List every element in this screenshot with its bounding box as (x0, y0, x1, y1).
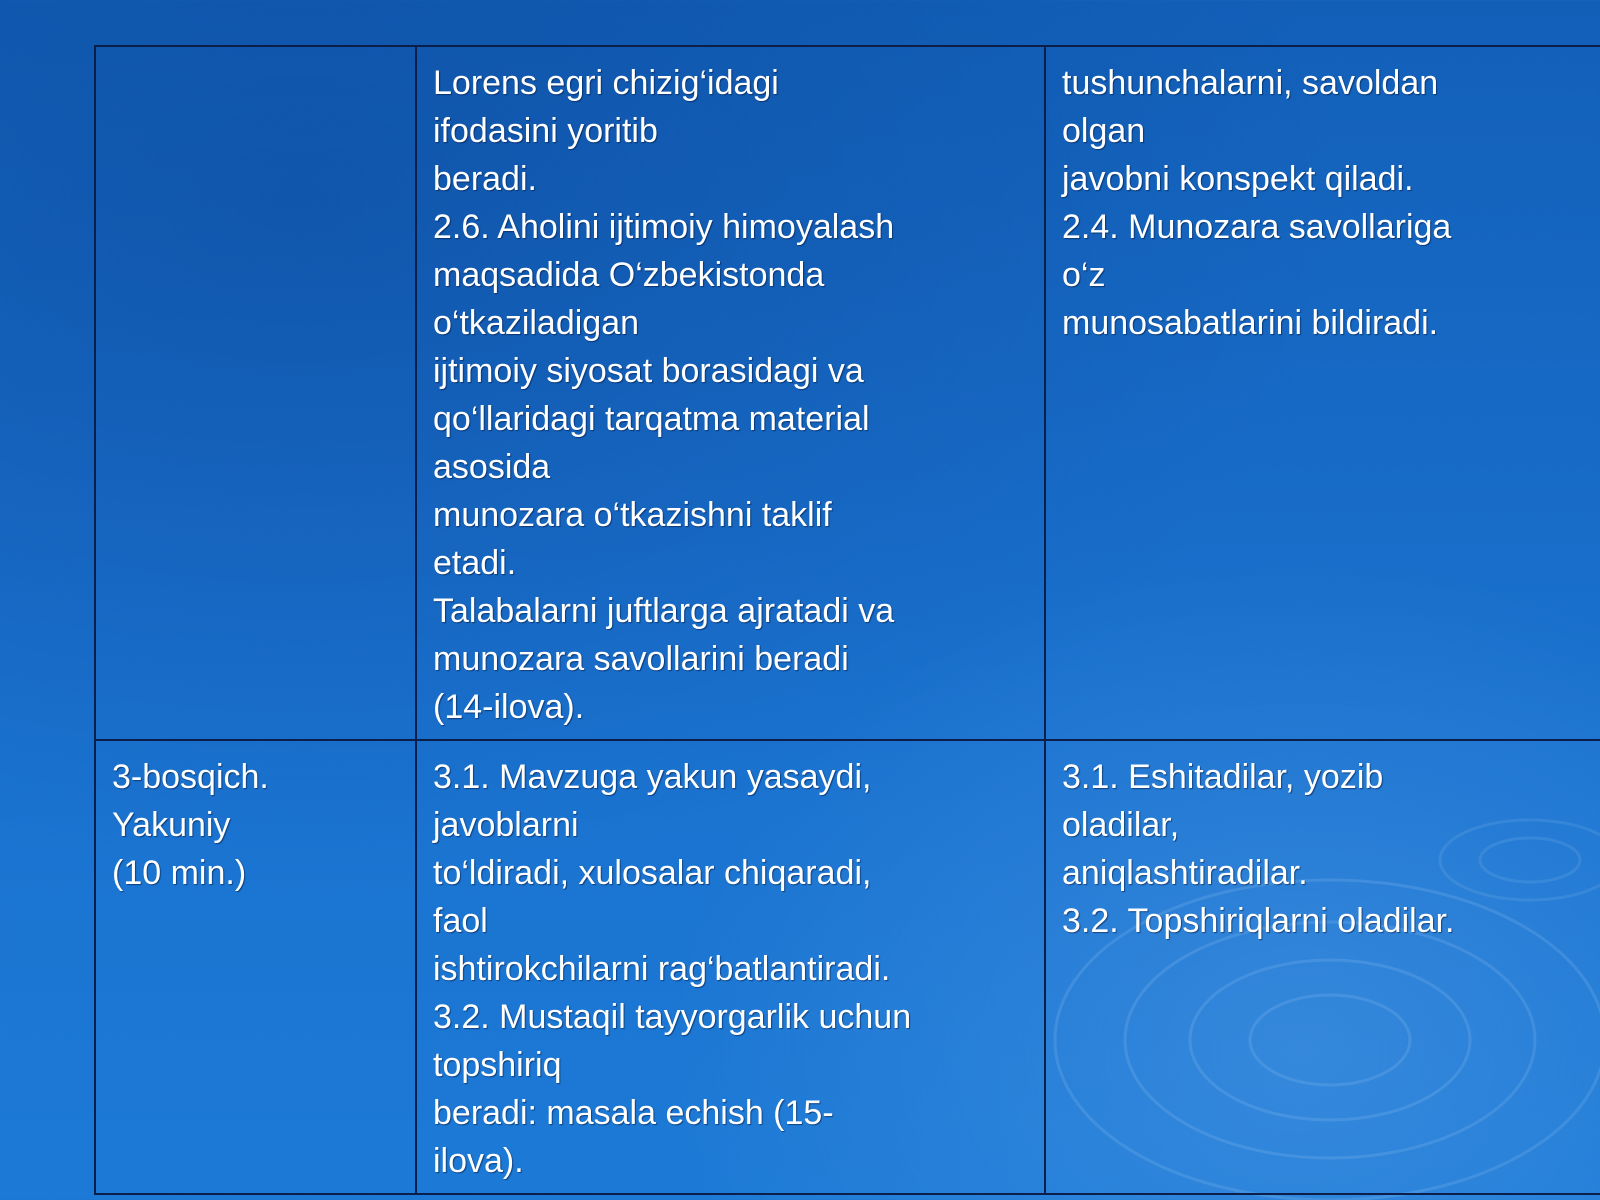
text-line: aniqlashtiradilar. (1062, 854, 1308, 892)
text-line: munozara savollarini beradi (433, 640, 849, 678)
text-line: 3-bosqich. (112, 758, 269, 796)
text-line: tushunchalarni, savoldan (1062, 64, 1439, 102)
text-line: to‘ldiradi, xulosalar chiqaradi, (433, 854, 872, 892)
text-line: etadi. (433, 544, 517, 582)
table-row (95, 740, 1600, 1194)
student-activity-cell (1045, 740, 1600, 1194)
text-line: asosida (433, 448, 551, 486)
text-line: o‘tkaziladigan (433, 304, 640, 342)
text-line: javobni konspekt qiladi. (1062, 160, 1414, 198)
text-line: Lorens egri chizig‘idagi (433, 64, 779, 102)
text-line: ijtimoiy siyosat borasidagi va (433, 352, 864, 390)
text-line: (10 min.) (112, 854, 247, 892)
text-line: oladilar, (1062, 806, 1180, 844)
student-activity-cell (1045, 46, 1600, 740)
text-line: 2.4. Munozara savollariga (1062, 208, 1452, 246)
text-line: munozara o‘tkazishni taklif (433, 496, 832, 534)
text-line: 3.2. Mustaqil tayyorgarlik uchun (433, 998, 912, 1036)
text-line: ifodasini yoritib (433, 112, 658, 150)
text-line: Talabalarni juftlarga ajratadi va (433, 592, 895, 630)
stage-cell (95, 740, 416, 1194)
text-line: munosabatlarini bildiradi. (1062, 304, 1439, 342)
text-line: 3.1. Mavzuga yakun yasaydi, (433, 758, 872, 796)
text-line: o‘z (1062, 256, 1106, 294)
text-line: ishtirokchilarni rag‘batlantiradi. (433, 950, 891, 988)
text-line: qo‘llaridagi tarqatma material (433, 400, 870, 438)
text-line: ilova). (433, 1142, 524, 1180)
text-line: javoblarni (433, 806, 579, 844)
teacher-activity-cell (416, 46, 1045, 740)
text-line: olgan (1062, 112, 1146, 150)
text-line: maqsadida O‘zbekistonda (433, 256, 825, 294)
text-line: (14-ilova). (433, 688, 585, 726)
text-line: beradi: masala echish (15- (433, 1094, 834, 1132)
text-line: topshiriq (433, 1046, 562, 1084)
text-line: 2.6. Aholini ijtimoiy himoyalash (433, 208, 895, 246)
text-line: 3.2. Topshiriqlarni oladilar. (1062, 902, 1455, 940)
text-line: 3.1. Eshitadilar, yozib (1062, 758, 1384, 796)
table-row (95, 46, 1600, 740)
text-line: Yakuniy (112, 806, 231, 844)
teacher-activity-cell (416, 740, 1045, 1194)
lesson-plan-table (94, 45, 1600, 1195)
text-line: faol (433, 902, 488, 940)
stage-cell (95, 46, 416, 740)
text-line: beradi. (433, 160, 537, 198)
